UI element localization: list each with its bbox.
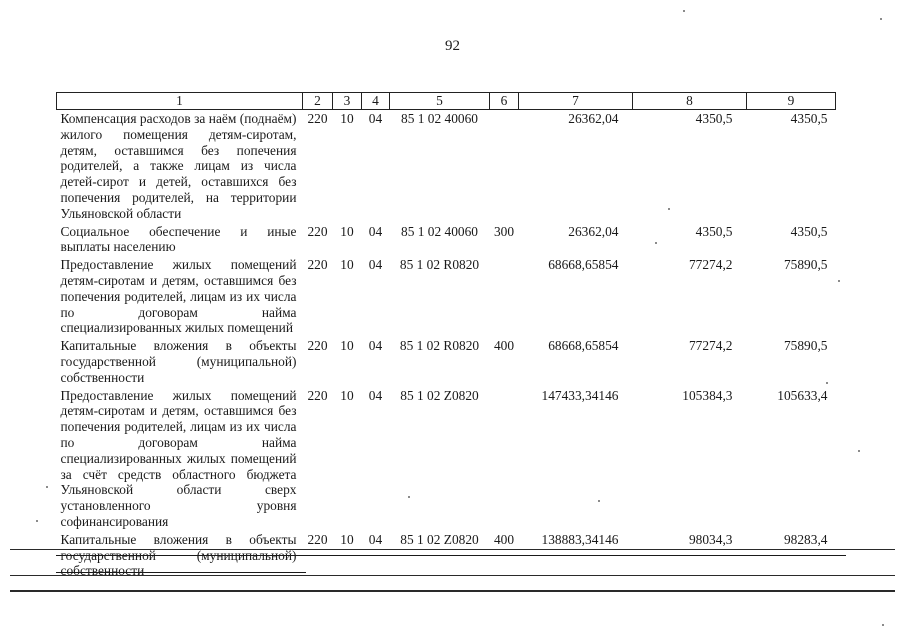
table-row xyxy=(57,223,836,257)
row-code-2: 220 xyxy=(307,387,328,403)
row-code-5: 85 1 02 Z0820 xyxy=(400,531,479,547)
column-header-9: 9 xyxy=(747,93,836,110)
scan-speck xyxy=(683,10,685,12)
row-value-8: 98034,3 xyxy=(688,531,733,547)
scan-speck xyxy=(838,280,840,282)
budget-table xyxy=(56,92,836,580)
row-code-5: 85 1 02 R0820 xyxy=(399,257,480,273)
row-code-6: 400 xyxy=(493,338,515,354)
scan-speck xyxy=(826,382,828,384)
row-code-2: 220 xyxy=(307,111,328,126)
strike-line xyxy=(56,555,846,556)
table-row xyxy=(57,337,836,386)
scan-speck xyxy=(46,486,48,488)
column-header-3: 3 xyxy=(333,93,362,110)
row-value-9: 75890,5 xyxy=(783,257,828,273)
row-code-2: 220 xyxy=(307,531,328,547)
column-header-8: 8 xyxy=(633,93,747,110)
row-code-6 xyxy=(490,256,519,337)
row-code-2: 220 xyxy=(307,338,328,354)
row-value-9: 4350,5 xyxy=(790,223,828,239)
row-code-2: 220 xyxy=(307,223,328,239)
row-code-4: 04 xyxy=(368,387,383,403)
row-code-6: 300 xyxy=(493,223,515,239)
row-code-3: 10 xyxy=(340,223,354,239)
scan-speck xyxy=(655,242,657,244)
row-code-5: 85 1 02 40060 xyxy=(401,223,478,239)
row-name: Капитальные вложения в объекты государственной (муниципальной) собственности xyxy=(60,338,297,385)
table-row xyxy=(57,387,836,531)
row-value-9: 75890,5 xyxy=(783,338,828,354)
column-header-6: 6 xyxy=(490,93,519,110)
scan-speck xyxy=(36,520,38,522)
row-value-9: 4350,5 xyxy=(790,111,828,126)
rule-line-top xyxy=(10,549,895,550)
table-row xyxy=(57,110,836,223)
row-code-4: 04 xyxy=(368,338,383,354)
row-code-5: 85 1 02 Z0820 xyxy=(400,387,479,403)
row-code-4: 04 xyxy=(368,111,383,126)
row-code-6 xyxy=(490,387,519,531)
column-header-row xyxy=(57,93,836,110)
row-code-6: 400 xyxy=(493,531,515,547)
row-value-8: 77274,2 xyxy=(688,257,733,273)
page-number: 92 xyxy=(445,38,460,54)
row-code-4: 04 xyxy=(368,531,383,547)
rule-line-bottom xyxy=(10,590,895,592)
row-value-8: 4350,5 xyxy=(695,111,733,126)
row-value-7: 26362,04 xyxy=(568,223,619,239)
row-value-7: 68668,65854 xyxy=(548,257,619,273)
row-value-7: 26362,04 xyxy=(568,111,619,126)
scan-speck xyxy=(668,208,670,210)
row-code-3: 10 xyxy=(340,257,354,273)
column-header-4: 4 xyxy=(362,93,390,110)
row-name: Предоставление жилых помещений детям-сиротам и детям, оставшимся без попечения родителей, лицам из их числа по договорам найма специализированных жилых помещений за счёт средств областного бюджета Ульяновской области сверх установленного уровня софинансирования xyxy=(60,387,297,529)
row-code-3: 10 xyxy=(340,387,354,403)
table-row xyxy=(57,256,836,337)
strike-line xyxy=(56,572,306,573)
scan-speck xyxy=(408,496,410,498)
row-name: Компенсация расходов за наём (поднаём) жилого помещения детям-сиротам, детям, оставшимся без попечения родителей, а также лицам из числа детей-сирот и детей, оставшихся без попечения родителей, на территории Ульяновской области xyxy=(60,111,297,221)
column-header-1: 1 xyxy=(57,93,303,110)
row-value-7: 147433,34146 xyxy=(541,387,619,403)
column-header-5: 5 xyxy=(390,93,490,110)
row-value-9: 98283,4 xyxy=(783,531,828,547)
row-code-4: 04 xyxy=(368,257,383,273)
rule-line-middle xyxy=(10,575,895,576)
row-name: Социальное обеспечение и иные выплаты населению xyxy=(60,223,297,255)
row-code-2: 220 xyxy=(307,257,328,273)
row-name: Капитальные вложения в объекты государственной (муниципальной) собственности xyxy=(60,531,297,579)
row-value-8: 4350,5 xyxy=(695,223,733,239)
row-code-5: 85 1 02 R0820 xyxy=(399,338,480,354)
row-name: Предоставление жилых помещений детям-сиротам и детям, оставшимся без попечения родителей, лицам из их числа по договорам найма специализированных жилых помещений xyxy=(60,257,297,336)
column-header-2: 2 xyxy=(303,93,333,110)
scan-speck xyxy=(882,624,884,626)
row-value-7: 138883,34146 xyxy=(541,531,619,547)
scan-speck xyxy=(880,18,882,20)
row-code-4: 04 xyxy=(368,223,383,239)
row-code-6 xyxy=(490,110,519,223)
row-value-9: 105633,4 xyxy=(777,387,828,403)
row-code-3: 10 xyxy=(340,111,354,126)
row-code-5: 85 1 02 40060 xyxy=(401,111,478,126)
row-value-8: 105384,3 xyxy=(682,387,733,403)
row-value-7: 68668,65854 xyxy=(548,338,619,354)
scan-speck xyxy=(598,500,600,502)
row-value-8: 77274,2 xyxy=(688,338,733,354)
row-code-3: 10 xyxy=(340,531,354,547)
scan-speck xyxy=(858,450,860,452)
column-header-7: 7 xyxy=(519,93,633,110)
row-code-3: 10 xyxy=(340,338,354,354)
